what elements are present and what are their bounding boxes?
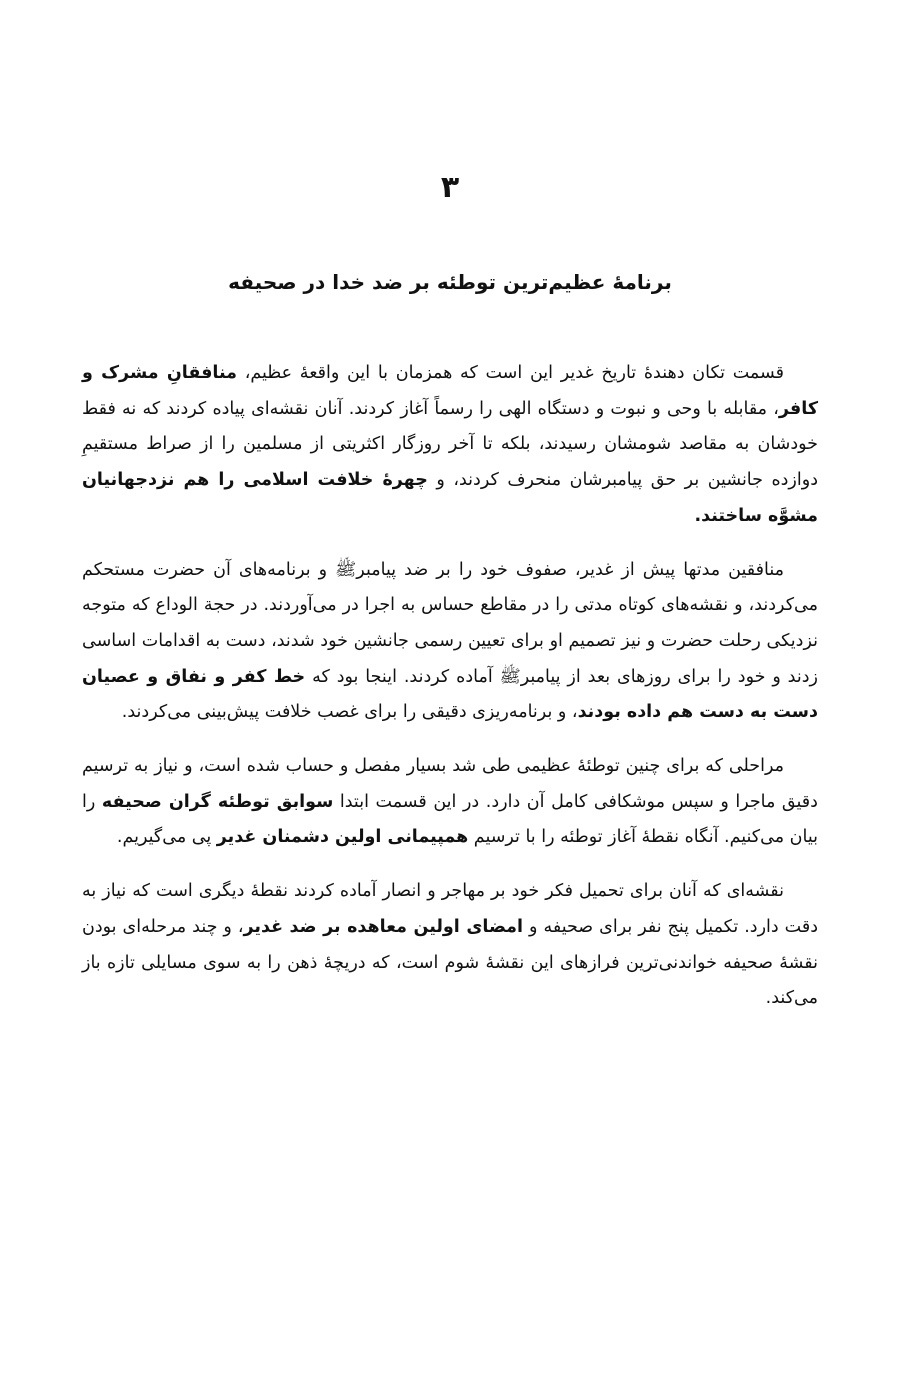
paragraph-3 <box>82 749 818 856</box>
body-text <box>82 356 818 1035</box>
text-run: منافقین مدتها پیش از غدیر، صفوف خود را بر ضد پیامبرﷺ و برنامه‌های آن حضرت مستحکم می‌کردند، و نقشه‌های کوتاه مدتی را در مقاطع حساس به اجرا در می‌آوردند. در حجة الوداع که متوجه نزدیکی رحلت حضرت و نیز تصمیم او برای تعیین رسمی جانشین خود شدند، دست به اقدامات اساسی زدند و خود را برای روزهای بعد از پیامبرﷺ آماده کردند. اینجا بود که <box>82 559 818 687</box>
text-run: نقشه‌ای که آنان برای تحمیل فکر خود بر مهاجر و انصار آماده کردند نقطۀ دیگری است که نیاز به دقت دارد. تکمیل پنج نفر برای صحیفه و <box>82 881 819 937</box>
text-run: ، و چند مرحله‌ای بودن نقشۀ صحیفه خواندنی‌ترین فرازهای این نقشۀ شوم است، که دریچۀ ذهن را به سوی مسایلی تازه باز می‌کند. <box>82 916 818 1009</box>
emphasis-run: سوابق توطئه گران صحیفه <box>101 791 334 812</box>
text-run: مراحلی که برای چنین توطئۀ عظیمی طی شد بسیار مفصل و حساب شده است، و نیاز به ترسیم دقیق ماجرا و سپس موشکافی کامل آن دارد. در این قسمت ابتدا <box>82 756 818 812</box>
text-run: را بیان می‌کنیم. آنگاه نقطۀ آغاز توطئه را با ترسیم <box>82 791 818 848</box>
paragraph-2 <box>82 553 818 732</box>
text-run: ، و برنامه‌ریزی دقیقی را برای غصب خلافت پیش‌بینی می‌کردند. <box>121 702 578 723</box>
emphasis-run: امضای اولین معاهده بر ضد غدیر <box>243 916 524 937</box>
text-run: پی می‌گیریم. <box>116 827 217 848</box>
emphasis-run: چهرۀ خلافت اسلامی را هم نزدجهانیان مشوَّه ساختند. <box>82 470 818 526</box>
paragraph-1 <box>82 356 818 535</box>
document-page <box>82 0 818 1393</box>
emphasis-run: منافقانِ مشرک و کافر <box>82 363 818 419</box>
emphasis-run: همپیمانی اولین دشمنان غدیر <box>216 827 469 848</box>
chapter-number: ۳ <box>440 170 460 205</box>
text-run: قسمت تکان دهندۀ تاریخ غدیر این است که همزمان با این واقعۀ عظیم، <box>236 363 784 383</box>
chapter-title: برنامۀ عظیم‌ترین توطئه بر ضد خدا در صحیفه <box>228 270 672 294</box>
emphasis-run: خط کفر و نفاق و عصیان دست به دست هم داده بودند <box>82 666 818 723</box>
paragraph-4 <box>82 874 818 1017</box>
text-run: ، مقابله با وحی و نبوت و دستگاه الهی را رسماً آغاز کردند. آنان نقشه‌ای پیاده کردند که نه فقط خودشان به مقاصد شومشان رسیدند، بلکه تا آخر روزگار اکثریتی از مسلمین را از صراط مستقیمِ دوازده جانشین بر حق پیامبرشان منحرف کردند، و <box>82 398 818 491</box>
